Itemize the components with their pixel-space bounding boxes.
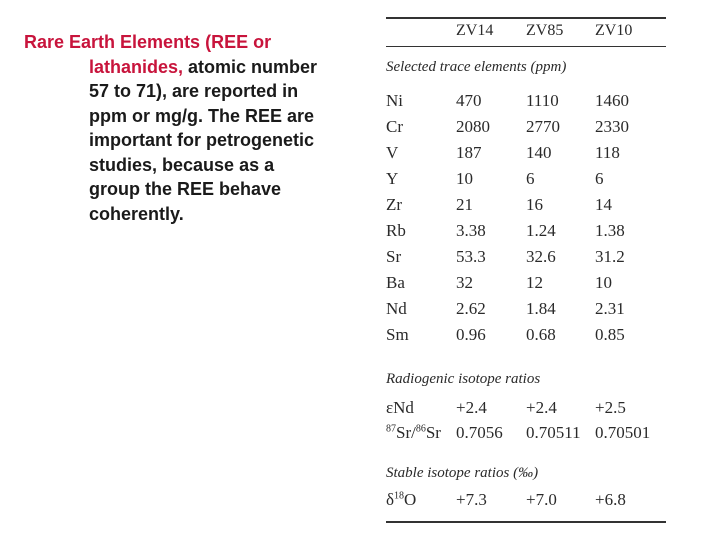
- row-label: Y: [386, 169, 399, 188]
- table-cell: +6.8: [595, 490, 626, 509]
- table-cell: 1460: [595, 91, 629, 110]
- table-cell: 3.38: [456, 221, 486, 240]
- row-label: V: [386, 143, 399, 162]
- row-label: Ni: [386, 91, 403, 110]
- table-cell: 6: [526, 169, 535, 188]
- table-cell: 1110: [526, 91, 559, 110]
- table-cell: 0.68: [526, 325, 556, 344]
- table-cell: 32: [456, 273, 473, 292]
- row-label: Sr: [386, 247, 402, 266]
- table-cell: 0.7056: [456, 423, 503, 442]
- row-label-epsilon-nd: εNd: [386, 398, 414, 417]
- description-text: [24, 30, 364, 226]
- row-label: Ba: [386, 273, 405, 292]
- text-line-4: ppm or mg/g. The REE are: [89, 105, 315, 126]
- table-top-rule: [386, 17, 666, 19]
- header-rule: [386, 46, 666, 47]
- table-cell: +2.4: [456, 398, 487, 417]
- column-header-zv14: ZV14: [456, 22, 494, 39]
- table-cell: 470: [456, 91, 482, 110]
- table-cell: 0.85: [595, 325, 625, 344]
- table-cell: 21: [456, 195, 473, 214]
- table-cell: 10: [595, 273, 612, 292]
- table-cell: 118: [595, 143, 620, 162]
- table-cell: 0.70511: [526, 423, 581, 442]
- table-cell: 6: [595, 169, 604, 188]
- table-bottom-rule: [386, 521, 666, 523]
- table-cell: 2330: [595, 117, 629, 136]
- table-cell: 1.24: [526, 221, 556, 240]
- text-line-2: [24, 55, 364, 80]
- lanthanides-term: lathanides,: [89, 56, 184, 77]
- column-header-zv85: ZV85: [526, 22, 564, 39]
- section-stable-isotopes: Stable isotope ratios (‰): [386, 465, 539, 481]
- table-cell: 31.2: [595, 247, 625, 266]
- table-cell: 140: [526, 143, 552, 162]
- column-header-zv10: ZV10: [595, 22, 633, 39]
- text-line-5: important for petrogenetic: [89, 130, 315, 150]
- table-cell: +7.3: [456, 490, 487, 509]
- row-label: Nd: [386, 299, 407, 318]
- section-radiogenic-isotopes: Radiogenic isotope ratios: [386, 371, 541, 387]
- table-cell: 2.62: [456, 299, 486, 318]
- text-line-7: group the REE behave: [89, 179, 282, 199]
- row-label-delta-o18: $\delta^{18}O$: [386, 490, 417, 509]
- table-cell: 1.38: [595, 221, 625, 240]
- text-line-1: Rare Earth Elements (REE or: [24, 32, 272, 52]
- table-cell: 53.3: [456, 247, 486, 266]
- row-label: Cr: [386, 117, 403, 136]
- row-label: Zr: [386, 195, 403, 214]
- table-cell: 2.31: [595, 299, 625, 318]
- table-cell: 0.70501: [595, 423, 651, 442]
- text-line-6: studies, because as a: [89, 154, 275, 175]
- table-cell: 14: [595, 195, 612, 214]
- text-line-8: coherently.: [89, 203, 184, 224]
- table-cell: 0.96: [456, 325, 486, 344]
- row-label-sr-ratio: $^{87}$Sr/$^{86}$Sr: [386, 423, 441, 442]
- table-cell: 12: [526, 273, 543, 292]
- text-line-2-rest: atomic number: [183, 56, 318, 77]
- table-cell: 1.84: [526, 299, 556, 318]
- table-cell: +7.0: [526, 490, 557, 509]
- table-cell: +2.4: [526, 398, 557, 417]
- row-label: Rb: [386, 221, 406, 240]
- table-cell: 10: [456, 169, 473, 188]
- table-cell: 32.6: [526, 247, 556, 266]
- text-line-3: 57 to 71), are reported in: [89, 81, 299, 101]
- table-cell: 16: [526, 195, 543, 214]
- table-cell: 2080: [456, 117, 490, 136]
- table-cell: 187: [456, 143, 482, 162]
- table-cell: +2.5: [595, 398, 626, 417]
- section-trace-elements: Selected trace elements (ppm): [386, 59, 567, 75]
- row-label: Sm: [386, 325, 409, 344]
- geochemistry-table: [386, 15, 666, 525]
- table-cell: 2770: [526, 117, 560, 136]
